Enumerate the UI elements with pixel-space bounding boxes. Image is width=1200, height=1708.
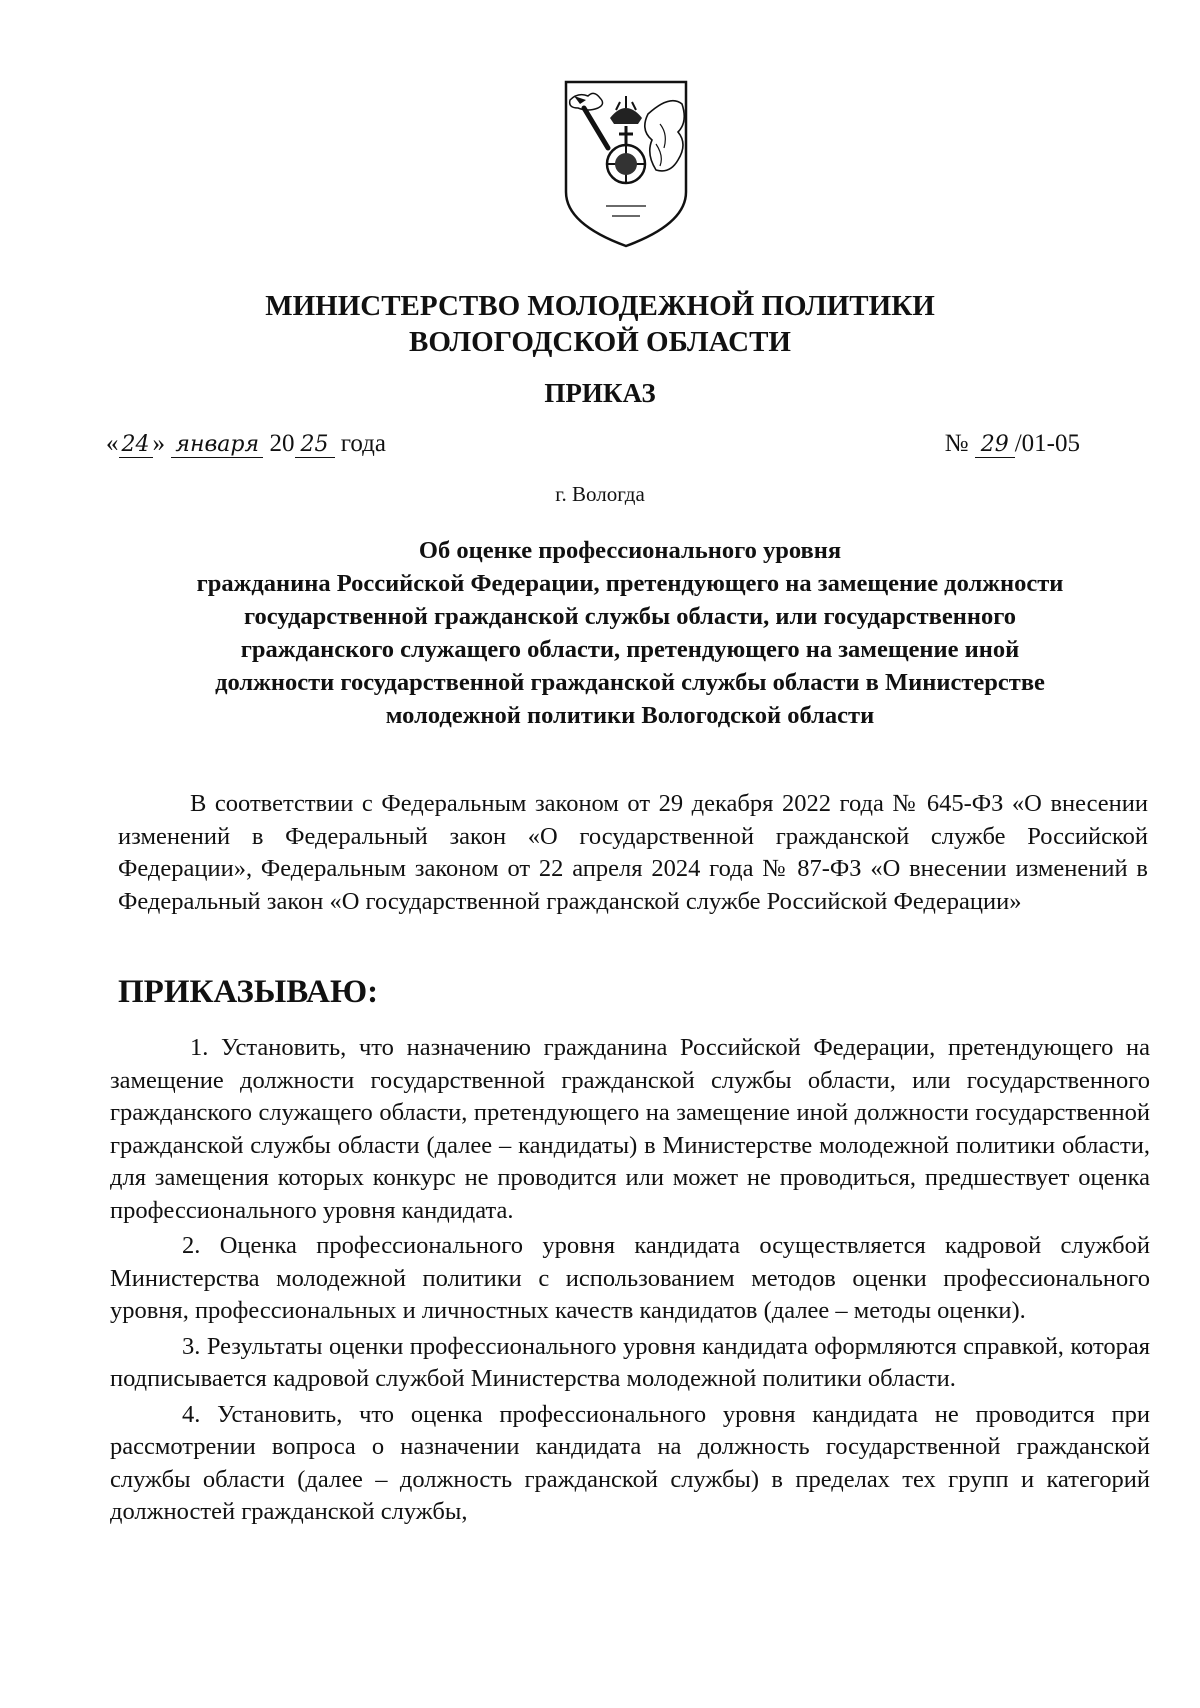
- order-directive: ПРИКАЗЫВАЮ:: [118, 974, 379, 1010]
- city: г. Вологда: [555, 482, 645, 506]
- order-subject: [110, 534, 1150, 732]
- subject-line: гражданского служащего области, претендующего на замещение иной: [240, 636, 1020, 663]
- date-year-prefix: 20: [269, 430, 295, 457]
- date-year-suffix: 25: [295, 433, 335, 458]
- preamble: В соответствии с Федеральным законом от 29 декабря 2022 года № 645-ФЗ «О внесении изменений в Федеральный закон «О государственной гражданской службе Российской Федерации», Федеральным законом от 22 апреля 2024 года № 87-ФЗ «О внесении изменений в Федеральный закон «О государственной гражданской службе Российской Федерации»: [118, 790, 1148, 915]
- paragraph-3: 3. Результаты оценки профессионального уровня кандидата оформляются справкой, которая подписывается кадровой службой Министерства молодежной политики области.: [110, 1332, 1150, 1392]
- subject-line: гражданина Российской Федерации, претендующего на замещение должности: [196, 570, 1064, 597]
- date-day: 24: [119, 433, 153, 458]
- ministry-line-2: ВОЛОГОДСКОЙ ОБЛАСТИ: [409, 326, 791, 358]
- number-handwritten: 29: [975, 433, 1015, 458]
- order-date: [106, 430, 386, 458]
- date-open-quote: «: [106, 430, 119, 457]
- ministry-name: [0, 288, 1200, 360]
- coat-of-arms-emblem: [560, 74, 692, 256]
- subject-line: должности государственной гражданской службы области в Министерстве: [215, 669, 1045, 696]
- paragraph-2: 2. Оценка профессионального уровня кандидата осуществляется кадровой службой Министерства молодежной политики с использованием методов оценки профессионального уровня, профессиональных и личностных качеств кандидатов (далее – методы оценки).: [110, 1232, 1150, 1324]
- date-year-word: года: [340, 430, 386, 457]
- order-number: [945, 430, 1080, 458]
- number-sign: №: [944, 430, 969, 457]
- order-body: [110, 1032, 1150, 1532]
- number-suffix: /01-05: [1014, 430, 1080, 457]
- subject-line: молодежной политики Вологодской области: [385, 702, 875, 729]
- date-month: января: [171, 433, 263, 458]
- subject-line: государственной гражданской службы области, или государственного: [243, 603, 1017, 630]
- ministry-line-1: МИНИСТЕРСТВО МОЛОДЕЖНОЙ ПОЛИТИКИ: [265, 290, 935, 322]
- paragraph-4: 4. Установить, что оценка профессионального уровня кандидата не проводится при рассмотрении вопроса о назначении кандидата на должность государственной гражданской службы области (далее – должность гражданской службы) в пределах тех групп и категорий должностей гражданской службы,: [110, 1400, 1150, 1525]
- paragraph-1: 1. Установить, что назначению гражданина Российской Федерации, претендующего на замещение должности государственной гражданской службы области, или государственного гражданского служащего области, претендующего на замещение иной должности государственной гражданской службы области (далее – кандидаты) в Министерстве молодежной политики области, для замещения которых конкурс не проводится или может не проводиться, предшествует оценка профессионального уровня кандидата.: [110, 1034, 1150, 1224]
- subject-line: Об оценке профессионального уровня: [418, 537, 842, 564]
- document-type: ПРИКАЗ: [544, 378, 656, 408]
- date-close-quote: »: [152, 430, 165, 457]
